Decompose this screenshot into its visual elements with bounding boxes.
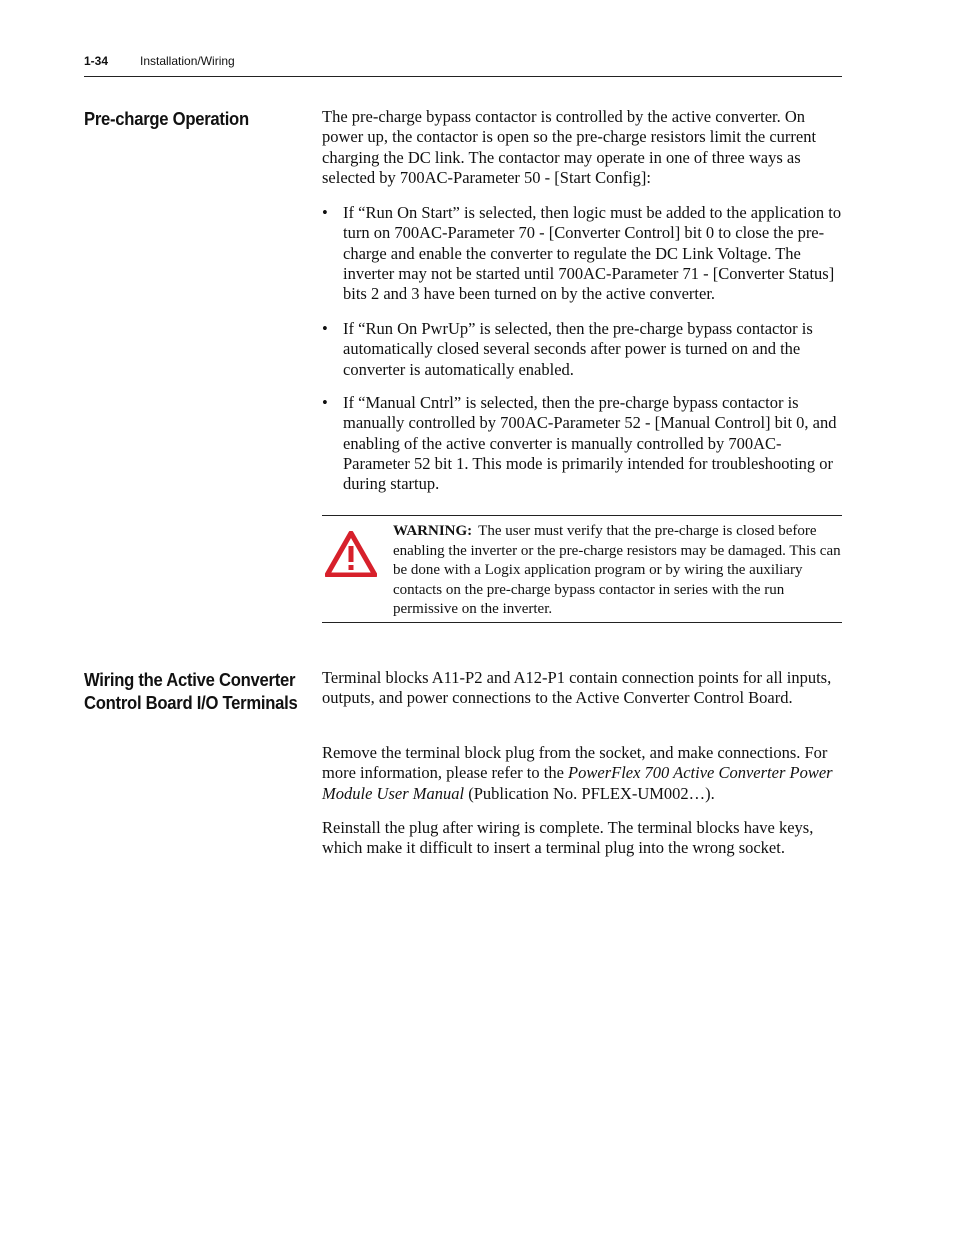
wiring-para-1 xyxy=(322,668,842,709)
section-heading-wiring: Wiring the Active Converter Control Board I/O Terminals xyxy=(84,669,298,713)
paragraph-text: Remove the terminal block plug from the socket, and make connections. For more information, please refer to the xyxy=(322,743,828,783)
warning-label: WARNING: xyxy=(393,523,473,539)
bullet-marker: • xyxy=(322,203,328,222)
paragraph xyxy=(322,743,842,804)
precharge-intro xyxy=(322,107,842,188)
section-heading-precharge: Pre-charge Operation xyxy=(84,108,249,129)
paragraph: Terminal blocks A11-P2 and A12-P1 contain connection points for all inputs, outputs, and power connections to the Active Converter Control Board. xyxy=(322,668,832,708)
bullet-marker: • xyxy=(322,393,328,412)
page-number: 1-34 xyxy=(84,54,109,68)
manual-title: PowerFlex 700 Active Converter Power Module User Manual xyxy=(322,763,833,803)
header-title: Installation/Wiring xyxy=(140,54,235,68)
warning-text: The user must verify that the pre-charge is closed before enabling the inverter or the pre-charge resistors may be damaged. This can be done with a Logix application program or by wiring the auxiliary contacts on the pre-charge bypass contactor in series with the run permissive on the inverter. xyxy=(393,523,841,617)
paragraph: Reinstall the plug after wiring is complete. The terminal blocks have keys, which make it difficult to insert a terminal plug into the wrong socket. xyxy=(322,818,814,858)
list-item-text: If “Run On PwrUp” is selected, then the pre-charge bypass contactor is automatically closed several seconds after power is turned on and the converter is automatically enabled. xyxy=(343,319,813,379)
warning-text-block xyxy=(393,522,841,620)
wiring-para-3 xyxy=(322,818,842,859)
paragraph-text: (Publication No. PFLEX-UM002…). xyxy=(464,783,715,803)
list-item-text: If “Run On Start” is selected, then logic must be added to the application to turn on 700AC-Parameter 70 - [Converter Control] bit 0 to close the pre-charge and enable the converter to regulate the DC Link Voltage. The inverter may not be started until 700AC-Parameter 71 - [Converter Status] bits 2 and 3 have been turned on by the active converter. xyxy=(343,203,842,304)
warning-box xyxy=(322,515,842,623)
list-item-text: If “Manual Cntrl” is selected, then the pre-charge bypass contactor is manually controlled by 700AC-Parameter 52 - [Manual Control] bit 0, and enabling of the active converter is manually controlled by 700AC-Parameter 52 bit 1. This mode is primarily intended for troubleshooting or during startup. xyxy=(343,393,837,494)
page-header xyxy=(84,52,842,77)
wiring-para-2 xyxy=(322,743,842,804)
bullet-marker: • xyxy=(322,319,328,338)
intro-paragraph: The pre-charge bypass contactor is controlled by the active converter. On power up, the contactor is open so the pre-charge resistors limit the current charging the DC link. The contactor may operate in one of three ways as selected by 700AC-Parameter 50 - [Start Config]: xyxy=(322,107,817,187)
warning-triangle-icon xyxy=(325,531,377,577)
